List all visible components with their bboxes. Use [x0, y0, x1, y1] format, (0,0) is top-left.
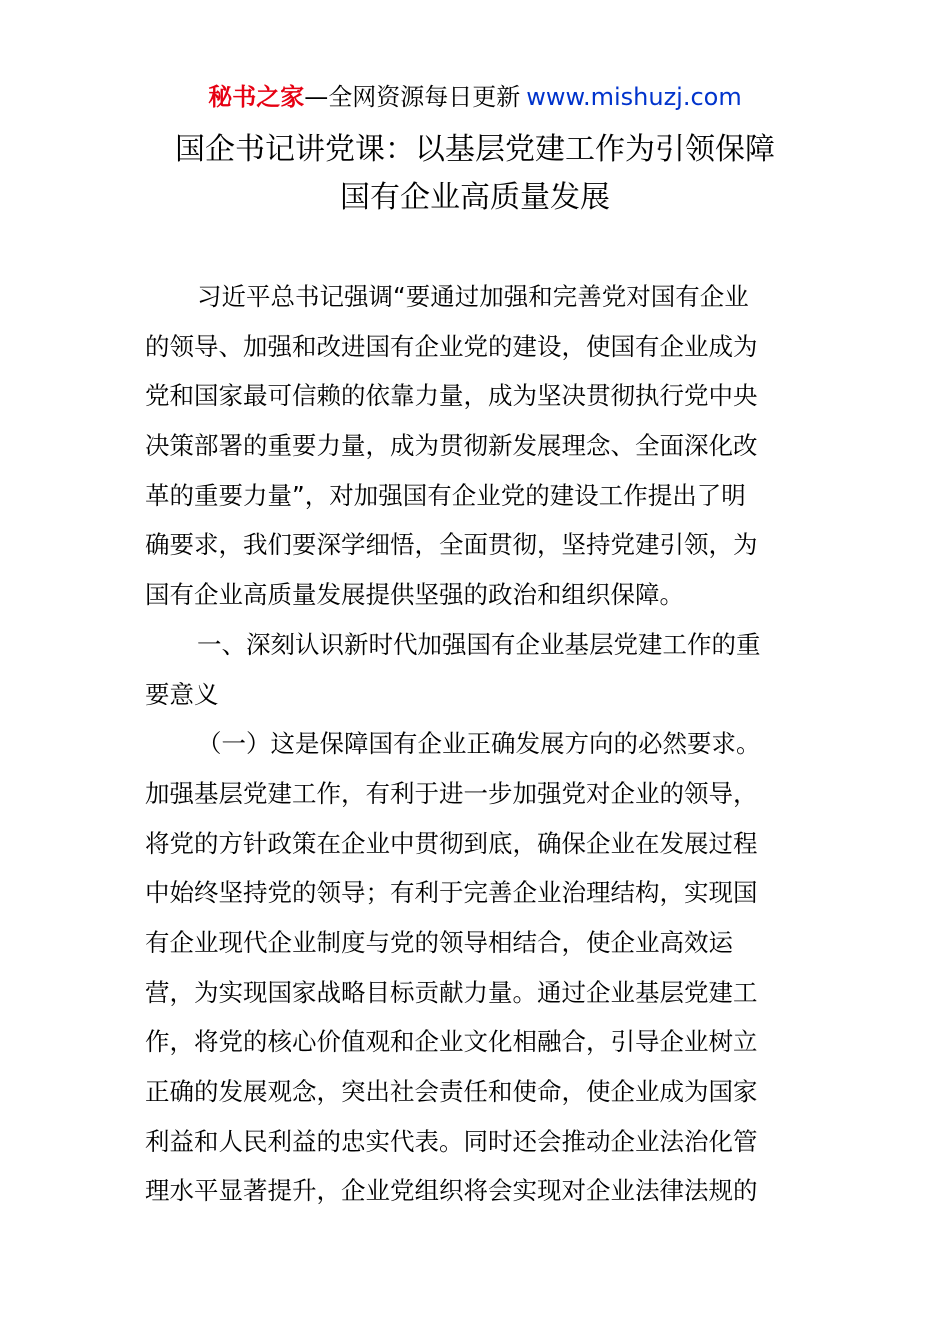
body-line: 有企业现代企业制度与党的领导相结合，使企业高效运: [145, 927, 733, 957]
document-body: [145, 272, 807, 1216]
body-line: 决策部署的重要力量，成为贯彻新发展理念、全面深化改: [145, 431, 758, 461]
body-line: 国有企业高质量发展提供坚强的政治和组织保障。: [145, 580, 684, 610]
body-line: 作，将党的核心价值观和企业文化相融合，引导企业树立: [145, 1027, 758, 1057]
brand-name: 秘书之家: [208, 83, 305, 111]
body-line: 确要求，我们要深学细悟，全面贯彻，坚持党建引领，为: [145, 530, 758, 560]
section-heading-line: 要意义: [145, 679, 219, 709]
body-line: 将党的方针政策在企业中贯彻到底，确保企业在发展过程: [145, 828, 758, 858]
header-slogan: —全网资源每日更新: [304, 83, 521, 111]
body-line: 营，为实现国家战略目标贡献力量。通过企业基层党建工: [145, 977, 758, 1007]
body-line: 中始终坚持党的领导；有利于完善企业治理结构，实现国: [145, 878, 758, 908]
site-header: [0, 80, 950, 114]
body-line: 正确的发展观念，突出社会责任和使命，使企业成为国家: [145, 1077, 758, 1106]
title-line-1: 国企书记讲党课：以基层党建工作为引领保障: [175, 132, 775, 167]
document-title: [0, 126, 950, 222]
body-line: 习近平总书记强调“要通过加强和完善党对国有企业: [197, 282, 749, 311]
body-line: 利益和人民利益的忠实代表。同时还会推动企业法治化管: [145, 1126, 758, 1156]
title-line-2: 国有企业高质量发展: [340, 180, 610, 215]
body-line: 革的重要力量”，对加强国有企业党的建设工作提出了明: [145, 480, 746, 510]
section-heading-line: 一、深刻认识新时代加强国有企业基层党建工作的重: [197, 629, 761, 659]
body-line: 党和国家最可信赖的依靠力量，成为坚决贯彻执行党中央: [145, 381, 758, 411]
body-line: 理水平显著提升，企业党组织将会实现对企业法律法规的: [145, 1176, 758, 1206]
body-line: 加强基层党建工作，有利于进一步加强党对企业的领导，: [145, 778, 758, 808]
subsection-heading-line: （一）这是保障国有企业正确发展方向的必然要求。: [197, 729, 761, 759]
body-line: 的领导、加强和改进国有企业党的建设，使国有企业成为: [145, 331, 758, 361]
site-url-link[interactable]: www.mishuzj.com: [526, 83, 742, 111]
